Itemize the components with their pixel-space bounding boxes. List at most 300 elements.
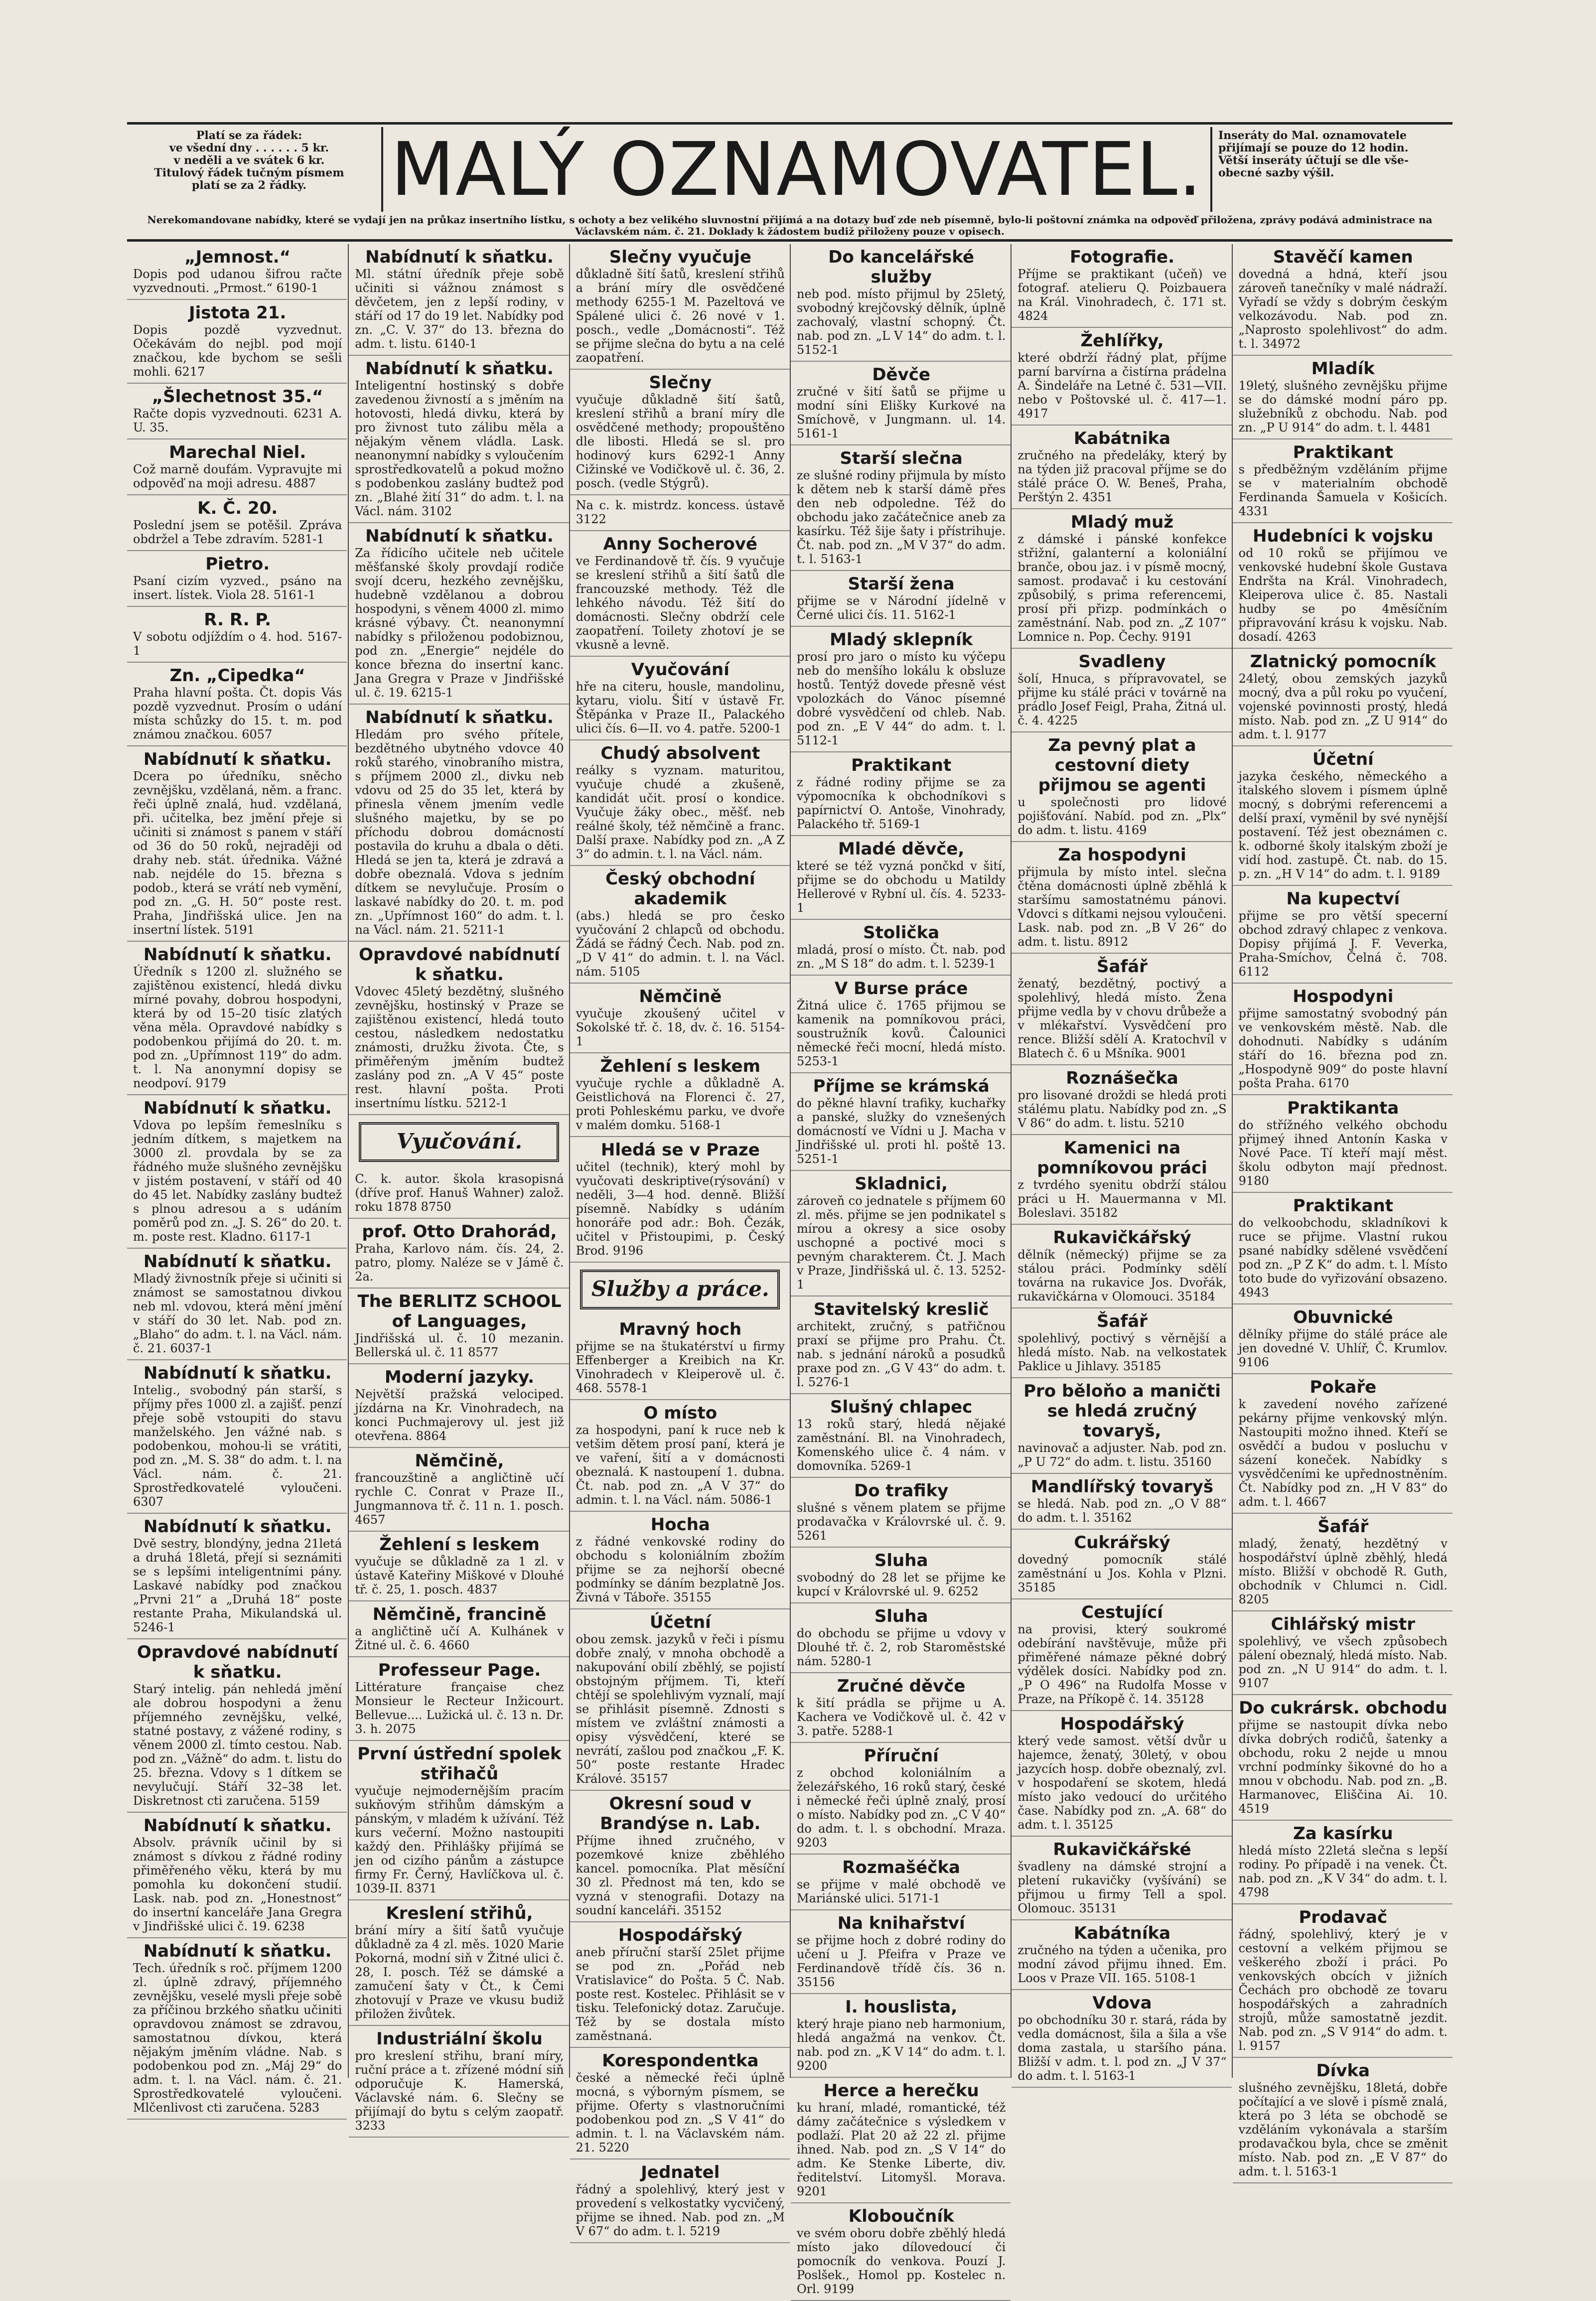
ad-heading: Do cukrársk. obchodu [1239, 1698, 1448, 1718]
classified-ad [1233, 356, 1452, 439]
ad-text: za hospodyni, paní k ruce neb k vetšim dětem prosí paní, která je ve vaření, šití a v domácnosti obeznalá. K nastoupení 1. dubna. Čt. nab. pod zn. „A V 37“ do admin. t. l. na Václ. nám. 5086-1 [576, 1423, 785, 1507]
ad-heading: Kamenici na pomníkovou práci [1037, 1138, 1207, 1178]
ad-text: neb pod. místo přijmul by 25letý, svobodný krejčovský dělník, úplně zachovalý, vlastní schopný. Čt. nab. pod zn. „L V 14“ do adm. t. l. 5152-1 [797, 287, 1006, 357]
ad-text: přijme se nastoupit dívka nebo dívka dobrých rodičů, šatenky a obchodu, roku 2 nejde u mnou vrchní podmínky šikovné do ho a mnou v obchodu. Nab. pod zn. „B. Harmanovec, Eliščina Ai. 10. 4519 [1238, 1718, 1448, 1816]
ad-text: Starý intelig. pán nehledá jmění ale dobrou hospodyni a ženu příjemného zevnějšku, velké, statné postavy, z vážené rodiny, s věnem 2000 zl. tímto cestou. Nab. pod zn. „Vážně“ do adm. t. listu do 25. března. Vdovy s 1 dítkem se nevylučují. Stáří 32–38 let. Diskretnost cti zaručena. 5159 [133, 1682, 342, 1808]
ad-heading: Šafář [1317, 1517, 1369, 1537]
ad-heading: Žehlení s leskem [600, 1056, 761, 1076]
column [790, 244, 1011, 2296]
classified-ad [791, 976, 1011, 1073]
ad-text: jazyka českého, německého a italského slovem i písmem úplně mocný, s dobrými referencemi a delší praxí, vyměnil by své nynější postavení. Též jest obeznámen c. k. odborné školy italským zboží je vidí hod. zastupě. Čt. nab. do 15. p. zn. „H V 14“ do adm. t. l. 9189 [1238, 769, 1448, 881]
classified-ad [1012, 954, 1231, 1065]
ad-text: vyučuje se důkladně za 1 zl. v ústavě Kateřiny Miškové v Dlouhé tř. č. 25, 1. posch. 4837 [355, 1555, 564, 1596]
ad-heading: Vyučování [631, 660, 729, 680]
ad-text: důkladně šití šatů, kreslení střihů a brání míry dle osvědčené methody 6255-1 M. Pazeltová ve Spálené ulici č. 26 nové v 1. posch., vedle „Domácnosti“. Též se přijme slečna do bytu a na celé zaopatření. [576, 267, 785, 365]
ad-text: od 10 roků se přijímou ve venkovské hudební škole Gustava Endršta na Král. Vinohradech, Kleiperova ulice č. 85. Nastali hudby se po 4měsíčním připravování krásu k vojsku. Nab. dosadí. 4263 [1238, 546, 1448, 644]
ad-heading: Nabídnutí k sňatku. [365, 708, 554, 727]
ad-text: V sobotu odjíždím o 4. hod. 5167-1 [133, 630, 342, 658]
classified-ad [1233, 2058, 1452, 2183]
ad-text: Poslední jsem se potěšil. Zpráva obdržel a Tebe zdravím. 5281-1 [133, 518, 342, 546]
insertion-info-box [1218, 130, 1452, 209]
classified-ad [1012, 328, 1231, 426]
ad-text: pro kreslení střihu, braní míry, ruční práce a t. zřízené módní siň odporučuje K. Hamerská, Václavské nám. 6. Slečny se přijímají do bytu s celým zaopatř. 3233 [355, 2049, 564, 2133]
ad-text: řádný, spolehlivý, který je v cestovní a velkém přijmou se veškerého zboží i práci. Po venkovských obcích v jižních Čechách pro obchodě ze tovaru hospodářských a zahradních strojů, může samostatně jezdit. Nab. pod zn. „S V 914“ do adm. t. l. 9157 [1238, 1927, 1448, 2053]
classified-ad [1012, 1599, 1231, 1711]
ad-text: ze slušné rodiny přijmula by místo k dětem neb k starší dámě přes den neb odpoledne. Též do obchodu jako začátečnice aneb za kasírku. Též šije šaty i přístrihuje. Čt. nab. pod zn. „M V 37“ do adm. t. l. 5163-1 [797, 468, 1006, 566]
ad-heading: Professeur Page. [378, 1660, 541, 1680]
ad-heading: Slušný chlapec [830, 1397, 973, 1417]
classified-ad [349, 1532, 569, 1601]
classified-ad [1012, 1990, 1231, 2088]
classified-ad [1012, 244, 1231, 328]
classified-ad [1233, 1193, 1452, 1304]
classified-ad [127, 607, 347, 663]
ad-heading: Nabídnutí k sňatku. [365, 526, 554, 546]
ad-text: přijme se na štukatérství u firmy Effenberger a Kreibich na Kr. Vinohradech v Kleiperově ul. č. 468. 5578-1 [576, 1339, 785, 1395]
ad-text: do střížného velkého obchodu přijmeý ihned Antonín Kaska v Nové Pace. Tí kteří mají měst. školu odbyton mají přednost. 9180 [1238, 1118, 1448, 1188]
ad-heading: Rukavičkářský [1053, 1228, 1191, 1248]
classified-ad [570, 370, 790, 495]
ad-heading: Jednatel [641, 2162, 720, 2182]
ad-text: Příjme ihned zručného, v pozemkové knize zběhlého kancel. pomocníka. Plat měsíční 30 zl. Přednost má ten, kdo se vyzná v stenografii. Dotazy na soudní kanceláři. 35152 [576, 1834, 785, 1917]
ad-text: přijmula by místo intel. slečna čtěna domácnosti úplně zběhlá k staršímu samostatnému pánovi. Vdovci s dítkami nejsou vyloučeni. Lask. nab. pod zn. „B V 26“ do adm. t. listu. 8912 [1017, 865, 1227, 949]
ad-heading: Hospodářský [1060, 1714, 1184, 1734]
ad-text: Littérature française chez Monsieur le Recteur Inžicourt. Bellevue.... Lužická ul. č. 13 n. Dr. 3. h. 2075 [355, 1680, 564, 1736]
ad-text: české a německé řeči úplně mocná, s výborným písmem, se přijme. Oferty s vlastnoručními podobenkou pod zn. „S V 41“ do admin. t. l. na Václavském nám. 21. 5220 [576, 2071, 785, 2155]
ad-text: z dámské i pánské konfekce střižní, galanterní a koloniální branče, obou jaz. i v písmě mocný, samost. prodavač i ku cestování způsobilý, s prima referencemi, prosí při přizp. podmínkách o zaměstnání. Nab. pod zn. „Z 107“ Lomnice n. Pop. Čechy. 9191 [1017, 532, 1227, 644]
ad-heading: Český obchodní akademik [605, 869, 755, 909]
ad-text: se přijme v malé obchodě ve Mariánské ulici. 5171-1 [797, 1877, 1006, 1905]
ad-heading: Jistota 21. [188, 303, 287, 323]
ad-heading: Sluha [874, 1551, 928, 1571]
ad-heading: Nabídnutí k sňatku. [143, 1252, 332, 1272]
ad-heading: Dívka [1316, 2061, 1370, 2081]
ad-heading: Němčině [639, 987, 722, 1007]
ad-text: řádný a spolehlivý, který jest v provedení s velkostatky vycvičený, přijme se ihned. Nab. pod zn. „M V 67“ do adm. t. l. 5219 [576, 2182, 785, 2238]
title-box [381, 127, 1212, 212]
classified-ad [1012, 426, 1231, 509]
ad-text: Hledám pro svého přítele, bezdětného ubytného vdovce 40 roků starého, vinobraního mistra, s příjmem 2000 zl., divku neb vdovu od 25 do 35 let, která by přinesla věnem jmením vedle slušného majetku, by se po příchodu dobrou domácností postavila do kruhu a dbala o děti. Hledá se jen ta, která je zdravá a dobře obeznalá. Vdova s jedním dítkem se nevylučuje. Prosím o laskavé nabídky do 20. t. m. pod zn. „Upřímnost 160“ do adm. t. l. na Václ. nám. 21. 5211-1 [355, 727, 564, 937]
ad-heading: Hudebníci k vojsku [1253, 526, 1434, 546]
ad-heading: Nabídnutí k sňatku. [143, 1098, 332, 1118]
ad-text: učitel (technik), který mohl by vyučovati deskriptive(rýsování) v neděli, 3—4 hod. denně. Bližší písemně. Nabídky s udáním honoráře pod adr.: Boh. Čezák, učitel v Přistoupimi, p. Český Brod. 9196 [576, 1160, 785, 1258]
classified-ad [791, 362, 1011, 445]
ad-text: dělník (německý) přijme se za stálou práci. Podmínky sdělí továrna na rukavice Jos. Dvořák, rukavičkárna v Olomouci. 35184 [1017, 1248, 1227, 1303]
ad-heading: Mladík [1311, 359, 1375, 379]
ad-heading: Praktikant [1293, 442, 1393, 462]
ad-text: Největší pražská velociped. jízdárna na Kr. Vinohradech, na konci Puchmajerovy ul. jest již otevřena. 8864 [355, 1387, 564, 1443]
classified-ad [570, 1922, 790, 2048]
classified-ad [570, 531, 790, 657]
ad-text: architekt, zručný, s patřičnou praxí se přijme pro Prahu. Čt. nab. s jednání nároků a posudků praxe pod zn. „G V 43“ do adm. t. l. 5276-1 [797, 1319, 1006, 1389]
ad-text: Mladý živnostník přeje si učiniti si známost se samostatnou divkou neb ml. vdovou, která mění jmění v stáří do 30 let. Nab. pod zn. „Blaho“ do adm. t. l. na Václ. nám. č. 21. 6037-1 [133, 1272, 342, 1355]
ad-heading: Opravdové nabídnutí k sňatku. [137, 1642, 338, 1682]
ad-heading: Za pevný plat a cestovní diety přijmou se agenti [1038, 735, 1206, 795]
ad-heading: O místo [643, 1403, 718, 1423]
ad-text: Což marně doufám. Vypravujte mi odpověď na moji adresu. 4887 [133, 462, 342, 490]
classified-ad [791, 1394, 1011, 1478]
classified-ad [791, 1673, 1011, 1743]
ad-text: ve svém oboru dobře zběhlý hledá místo jako dílovedoucí či pomocník do venkova. Pouzí J. Poslšek., Homol pp. Kostelec n. Orl. 9199 [797, 2226, 1006, 2296]
ad-text: hře na citeru, housle, mandolinu, kytaru, violu. Šití v ústavě Fr. Štěpánka v Praze II., Palackého ulici čís. 6—II. vo 4. patře. 5200-1 [576, 680, 785, 735]
classified-ad [127, 942, 347, 1095]
ad-heading: Marechal Niel. [169, 442, 306, 462]
ad-text: se přijme hoch z dobré rodiny do učení u J. Pfeifra v Praze ve Ferdinandově třídě čís. 36 n. 35156 [797, 1933, 1006, 1989]
ad-text: Psaní cizím vyzved., psáno na insert. lístek. Viola 28. 5161-1 [133, 574, 342, 602]
ad-text: ve Ferdinandově tř. čís. 9 vyučuje se kreslení střihů a šití šatů dle francouzské methody. Též dle lehkého návodu. Též šití do domácnosti. Slečny obdrží cele zaopatření. Toilety zhotoví je se vkusně a levně. [576, 554, 785, 652]
ad-heading: Nabídnutí k sňatku. [143, 1517, 332, 1537]
ad-text: dělníky přijme do stálé práce ale jen dovedné V. Uhlíř, Č. Krumlov. 9106 [1238, 1327, 1448, 1369]
masthead [127, 122, 1452, 242]
classified-ad [791, 836, 1011, 920]
classified-ad [127, 1360, 347, 1514]
ad-heading: Stolička [863, 923, 940, 943]
ad-heading: Do kancelářské služby [828, 247, 975, 287]
ad-heading: Nabídnutí k sňatku. [365, 359, 554, 379]
classified-ad [570, 244, 790, 370]
classified-ad [791, 1603, 1011, 1673]
classified-ad [570, 1316, 790, 1400]
ad-text: Absolv. právník učinil by si známost s dívkou z řádné rodiny přiměřeného věku, která by mu pomohla ku dokončení studií. Lask. nab. pod zn. „Honestnost“ do insertní kanceláře Jana Gregra v Jindřišské ulici č. 19. 6238 [133, 1836, 342, 1933]
classified-ad [349, 1657, 569, 1741]
ad-text: reálky s vyznam. maturitou, vyučuje chudé a zkušeně, kandidát učit. prosí o kondice. Vyučuje žáky obec., měšť. neb reálné školy, též němčině a franc. Další praxe. Nabídky pod zn. „A Z 3“ do admin. t. l. na Václ. nám. [576, 763, 785, 861]
classified-ad [1233, 1821, 1452, 1904]
classified-ad [791, 1910, 1011, 1994]
classified-ad [1233, 439, 1452, 523]
ad-text: C. k. autor. škola krasopisná (dříve prof. Hanuš Wahner) založ. roku 1878 8750 [355, 1172, 564, 1214]
ad-text: spolehlivý, poctivý s věrnější a hledá místo. Nab. na velkostatek Paklice u Jihlavy. 35185 [1017, 1331, 1227, 1373]
classified-ad [349, 1364, 569, 1448]
ad-text: 24letý, obou zemských jazyků mocný, dva a půl roku po vyučení, vojenské povinnosti prostý, hledá místo. Nab. pod zn. „Z U 914“ do adm. t. l. 9177 [1238, 672, 1448, 741]
ad-heading: Starší žena [848, 574, 955, 594]
classified-ad [1233, 1514, 1452, 1611]
ad-heading: Hocha [650, 1515, 710, 1535]
ad-columns [127, 244, 1452, 2296]
ad-heading: Korespondentka [602, 2051, 759, 2071]
ad-heading: Moderní jazyky. [384, 1367, 535, 1387]
ad-heading: Šafář [1097, 957, 1148, 977]
ad-text: slušné s věnem platem se přijme prodavačka v Královrské ul. č. 9. 5261 [797, 1501, 1006, 1543]
classified-ad [791, 571, 1011, 627]
classified-ad [570, 2048, 790, 2159]
classified-ad [349, 1169, 569, 1219]
ad-heading: prof. Otto Drahorád, [362, 1222, 557, 1242]
classified-ad [127, 1514, 347, 1639]
ad-heading: Hospodářský [618, 1925, 742, 1945]
ad-text: ženatý, bezdětný, poctivý a spolehlivý, hledá místo. Žena přijme vedla by v chovu drůbeže a v mlékařství. Vysvědčení pro rence. Bližší sdělí A. Kratochvíl v Blatech č. 6 u Mšníka. 9001 [1017, 977, 1227, 1060]
classified-ad [1233, 886, 1452, 984]
classified-ad [1233, 1904, 1452, 2058]
ad-text: hledá místo 22letá slečna s lepší rodiny. Po případě i na venek. Čt. nab. pod zn. „K V 34“ do adm. t. l. 4798 [1238, 1844, 1448, 1899]
classified-ad [349, 2026, 569, 2138]
price-line: v neděli a ve svátek 6 kr. [173, 154, 325, 167]
ad-text: z řádné venkovské rodiny do obchodu s koloniálním zbožím přijme se za nejhorší obecné podmínky se dáním bezplatně Jos. Živná v Táboře. 35155 [576, 1535, 785, 1604]
ad-text: z řádné rodiny přijme se za výpomocníka k obchodníkovi s papírnictví O. Antoše, Vinohrady, Palackého tř. 5169-1 [797, 775, 1006, 831]
section-banner: Vyučování. [359, 1122, 559, 1162]
classified-ad [127, 1813, 347, 1938]
ad-heading: Nabídnutí k sňatku. [143, 945, 332, 965]
classified-ad [127, 1249, 347, 1360]
ad-heading: Mladý sklepník [830, 630, 973, 650]
ad-text: se hledá. Nab. pod zn. „O V 88“ do adm. t. l. 35162 [1017, 1497, 1227, 1525]
classified-ad [127, 439, 347, 495]
classified-ad [1233, 649, 1452, 746]
classified-ad [349, 1289, 569, 1364]
ad-heading: Hospodyni [1293, 987, 1394, 1007]
ad-text: (abs.) hledá se pro česko vyučování 2 chlapců od obchodu. Žádá se řádný Čech. Nab. pod zn. „D V 41“ do admin. t. l. na Václ. nám. 5105 [576, 909, 785, 979]
ad-text: zručného na týden a učenika, pro modní závod přijmu ihned. Em. Loos v Praze VII. 165. 5108-1 [1017, 1943, 1227, 1985]
ad-text: do pěkné hlavní trafiky, kuchařky a panské, služky do vznešených domácností ve Vídni u J. Macha v Jindřišské ul. proti hl. poště 13. 5251-1 [797, 1096, 1006, 1166]
ad-text: Inteligentní hostinský s dobře zavedenou živností a s jměním na hotovosti, hledá divku, která by pro živnost tuto zálibu měla a nějakým věnem vládla. Lask. neanonymní nabídky s vyloučením sprostředkovatelů a pokud možno s podobenkou zaslány budtež pod zn. „Blahé žití 31“ do adm. t. l. na Václ. nám. 3102 [355, 379, 564, 518]
column [348, 244, 569, 2133]
insertion-line: Inseráty do Mal. oznamovatele [1218, 129, 1407, 142]
classified-ad [791, 1855, 1011, 1910]
insertion-line: obecné sazby výšil. [1218, 166, 1334, 179]
classified-ad [349, 705, 569, 942]
ad-text: vyučuje nejmodernějším pracím sukňovým střihům dámským a pánským, v mladém k užívání. Též kurs večerní. Možno nastoupiti každý den. Přihlášky přijímá se jen od cizího pánům a zástupce firmy Fr. Černý, Havlíčkova ul. č. 1039-II. 8371 [355, 1784, 564, 1895]
classified-ad [570, 657, 790, 740]
ad-heading: Na kupectví [1286, 889, 1400, 909]
ad-heading: The BERLITZ SCHOOL of Languages, [357, 1292, 562, 1331]
ad-text: Žitná ulice č. 1765 přijmou se kamenik na pomníkovou práci, soustružník kovů. Čalounici německé řeči mocní, hledá místo. 5253-1 [797, 999, 1006, 1068]
classified-ad [1233, 1695, 1452, 1821]
ad-heading: „Jemnost.“ [184, 247, 291, 267]
classified-ad [349, 1900, 569, 2026]
ad-text: vyučuje rychle a důkladně A. Geistlichová na Florenci č. 27, proti Pohleskému parku, ve dvoře v malém domku. 5168-1 [576, 1076, 785, 1132]
classified-ad [1012, 1920, 1231, 1990]
classified-ad [1012, 1378, 1231, 1474]
classified-ad [791, 1548, 1011, 1603]
ad-text: do velkoobchodu, skladníkovi k ruce se přijme. Vlastní rukou psané nabídky sdělené vsvědčení pod zn. „P Z K“ do adm. t. l. Místo toto bude do vyřizování obsazeno. 4943 [1238, 1216, 1448, 1299]
ad-heading: Za hospodyni [1058, 845, 1186, 865]
classified-ad [1012, 1530, 1231, 1599]
classified-ad [1233, 1374, 1452, 1514]
ad-heading: Němčině, francině [372, 1604, 547, 1624]
ad-text: Úředník s 1200 zl. služného se zajištěnou existencí, hledá divku mírné povahy, dobrou hospodyni, která by od 15–20 tisíc zlatých věna měla. Opravdové nabídky s podobenkou přijímá do 20. t. m. pod zn. „Upřímnost 119“ do adm. t. l. Na anonymní dopisy se neodpoví. 9179 [133, 965, 342, 1090]
classified-ad [1012, 1837, 1231, 1920]
insertion-line: přijímají se pouze do 12 hodin. [1218, 142, 1409, 154]
classified-ad [1233, 244, 1452, 356]
classified-ad [127, 746, 347, 942]
ad-heading: Žehlířky, [1080, 331, 1164, 351]
ad-heading: Nabídnutí k sňatku. [143, 749, 332, 769]
ad-text: šolí, Hnuca, s přípravovatel, se přijme ku stálé práci v továrně na prádlo Josef Feigl, Praha, Žitná ul. č. 4. 4225 [1017, 672, 1227, 727]
header-note: Nerekomandovane nabídky, které se vydají jen na průkaz insertního lístku, s ochoty a bez velikého sluvnostní přijímá a na dotazy buď zde neb písemně, bylo-li poštovní známka na odpověď přiložena, zprávy podává administrace na Václavském nám. č. 21. Doklady k žádostem budiž přiloženy pouze v opisech. [147, 214, 1433, 237]
classified-ad [570, 740, 790, 866]
ad-text: 13 roků starý, hledá nějaké zaměstnání. Bl. na Vinohradech, Komenského ulice č. 4 nám. v domovníka. 5269-1 [797, 1417, 1006, 1473]
classified-ad [791, 1073, 1011, 1171]
classified-ad [1012, 649, 1231, 732]
classified-ad [127, 300, 347, 384]
ad-heading: Pro běloňo a maničti se hledá zručný tovaryš, [1023, 1381, 1221, 1441]
ad-heading: Účetní [649, 1612, 711, 1632]
ad-heading: Šafář [1097, 1311, 1148, 1331]
ad-text: který hraje piano neb harmonium, hledá angažmá na venkov. Čt. nab. pod zn. „K V 14“ do adm. t. l. 9200 [797, 2017, 1006, 2073]
classified-ad [791, 1171, 1011, 1296]
classified-ad [570, 1512, 790, 1609]
ad-heading: Rukavičkářské [1053, 1840, 1191, 1860]
ad-heading: Rozmašéčka [842, 1858, 961, 1877]
ad-heading: Zn. „Cipedka“ [169, 666, 305, 686]
ad-text: švadleny na dámské strojní a pletení rukavičky (vyšívání) se přijmou u firmy Tell a spol. Olomouc. 35131 [1017, 1860, 1227, 1915]
ad-heading: Cukrářský [1074, 1533, 1170, 1553]
ad-heading: Zlatnický pomocník [1250, 652, 1436, 672]
ad-heading: Industriální školu [376, 2029, 543, 2049]
classified-ad [127, 663, 347, 746]
ad-text: ku hraní, mladé, romantické, též dámy začátečnice s výsledkem v podlaží. Plat 20 až 22 zl. přijme ihned. Nab. pod zn. „S V 14“ do adm. Ke Stenke Liberte, div. ředitelství. Litomyšl. Morava. 9201 [797, 2101, 1006, 2198]
price-line: platí se za 2 řádky. [192, 179, 306, 192]
classified-ad [791, 445, 1011, 571]
classified-ad [127, 244, 347, 300]
ad-text: k šití prádla se přijme u A. Kachera ve Vodičkově ul. č. 42 v 3. patře. 5288-1 [797, 1696, 1006, 1738]
ad-text: navinovač a adjuster. Nab. pod zn. „P U 72“ do adm. t. listu. 35160 [1017, 1441, 1227, 1469]
column [1232, 244, 1452, 2178]
ad-text: brání míry a šití šatů vyučuje důkladně za 4 zl. měs. 1020 Marie Pokorná, modní siň v Žitné ulici č. 28, I. posch. Též se dámské a zamučení šaty v Čt., k Čemi zhotovují v Praze ve vkusu budiž přiložen živůtek. [355, 1923, 564, 2021]
ad-text: které obdrží řádný plat, příjme parní barvírna a čistírna prádelna A. Šindeláře na Letné č. 531—VII. nebo v Poštovské ul. č. 417—1. 4917 [1017, 351, 1227, 421]
classified-ad [570, 1400, 790, 1512]
classified-ad [1012, 1225, 1231, 1308]
classified-ad [791, 2078, 1011, 2203]
classified-ad [1012, 1474, 1231, 1530]
classified-ad [127, 384, 347, 439]
ad-heading: Praktikant [1293, 1196, 1393, 1216]
column [127, 244, 347, 2115]
price-line: ve všední dny . . . . . . 5 kr. [169, 142, 329, 154]
ad-text: s předběžným vzděláním přijme se v materialním obchodě Ferdinanda Šamuela v Košicích. 4331 [1238, 462, 1448, 518]
ad-heading: Stavitelský kreslič [813, 1299, 989, 1319]
ad-heading: Starší slečna [840, 448, 963, 468]
classified-ad [127, 1095, 347, 1249]
classified-ad [349, 1741, 569, 1900]
ad-heading: Vdova [1092, 1993, 1152, 2013]
ad-text: Dvě sestry, blondýny, jedna 21letá a druhá 18letá, přejí si seznámiti se s lepšími inteligentními pány. Laskavé nabídky pod značkou „Prvni 21“ a „Druhá 18“ poste restante Praha, Mikulandská ul. 5246-1 [133, 1537, 342, 1634]
ad-text: obou zemsk. jazyků v řeči i písmu dobře znalý, v mnoha obchodě a nakupování obilí zběhlý, se pojistí obstojným příjmem. Ti, kteří chtějí se spolehlivým vyznalí, mají se přihlásit písemně. Zdnosti s místem ve zvláštní známosti a opisy výsvědčení, které se nevrátí, zašlou pod značkou „F. K. 50“ poste restante Hradec Králové. 35157 [576, 1632, 785, 1786]
ad-text: francouzštině a angličtině učí rychle C. Conrat v Praze II., Jungmannova tř. č. 11 n. 1. posch. 4657 [355, 1471, 564, 1527]
classified-ad [791, 627, 1011, 752]
ad-text: přijme se pro větší specerní obchod zdravý chlapec z venkova. Dopisy přijímá J. F. Veverka, Praha-Smíchov, Čelná č. 708. 6112 [1238, 909, 1448, 979]
classified-ad [791, 244, 1011, 362]
classified-ad [570, 1609, 790, 1791]
ad-heading: Mandlířský tovaryš [1030, 1477, 1214, 1497]
ad-heading: Pokaře [1309, 1377, 1377, 1397]
ad-heading: Cestující [1081, 1602, 1163, 1622]
ad-text: Praha, Karlovo nám. čís. 24, 2. patro, plomy. Naléze se v Jámě č. 2a. [355, 1242, 564, 1284]
classified-ad [127, 551, 347, 607]
classified-ad [127, 1938, 347, 2120]
ad-text: spolehlivý, ve všech způsobech pálení obeznalý, hledá místo. Nab. pod zn. „N U 914“ do adm. t. l. 9107 [1238, 1634, 1448, 1690]
ad-text: zručné v šití šatů se přijme u modní síni Elišky Kurkové na Smíchově, v Jungmann. ul. 14. 5161-1 [797, 385, 1006, 440]
ad-text: po obchodníku 30 r. stará, ráda by vedla domácnost, šila a šila a vše doma zastala, u staršího pána. Bližší v adm. t. l. pod zn. „J V 37“ do adm. t. l. 5163-1 [1017, 2013, 1227, 2083]
ad-text: u společnosti pro lidové pojišťování. Nabíd. pod zn. „Plx“ do adm. t. listu. 4169 [1017, 795, 1227, 837]
ad-heading: Žehlení s leskem [379, 1535, 540, 1555]
classified-ad [1233, 1095, 1452, 1193]
classified-ad [791, 1743, 1011, 1855]
ad-text: Vdova po lepším řemeslníku s jedním dítkem, s majetkem na 3000 zl. provdala by se za řádného muže slušného zevnějšku v jistém postavení, v stáří od 40 do 45 let. Nabídky zaslány budtež s plnou adresou a s udáním poměrů pod zn. „J. S. 26“ do 20. t. m. poste rest. Kladno. 6117-1 [133, 1118, 342, 1244]
ad-text: svobodný do 28 let se přijme ke kupcí v Královrské ul. 9. 6252 [797, 1571, 1006, 1598]
ad-text: Za řídicího učitele neb učitele měšťanské školy provdají rodiče svojí dceru, hezkého zevnějšku, hudebně vzdělanou a dobrou hospodyni, s věnem 4000 zl. mimo krásné výbavy. Čt. neanonymní nabídky s přiloženou podobiznou, pod zn. „Energie“ nejdéle do konce března do insertní kanc. Jana Gregra v Praze v Jindřišské ul. č. 19. 6215-1 [355, 546, 564, 700]
price-line: Platí se za řádek: [196, 129, 302, 142]
ad-heading: Mladý muž [1070, 512, 1174, 532]
classified-ad [127, 1639, 347, 1813]
classified-ad [1012, 1135, 1231, 1225]
classified-ad [1233, 746, 1452, 886]
ad-text: Jindřišská ul. č. 10 mezanin. Bellerská ul. č. 11 8577 [355, 1331, 564, 1359]
ad-heading: Hledá se v Praze [600, 1140, 760, 1160]
ad-text: přijme se v Národní jídelně v Černé ulici čís. 11. 5162-1 [797, 594, 1006, 622]
classified-ad [349, 523, 569, 705]
ad-text: Dopis pod udanou šifrou račte vyzvednouti. „Prmost.“ 6190-1 [133, 267, 342, 295]
classified-ad [570, 1137, 790, 1263]
classified-ad [1233, 1611, 1452, 1695]
classified-ad [570, 2159, 790, 2243]
classified-ad [349, 1219, 569, 1289]
classified-ad [791, 1994, 1011, 2078]
ad-text: dovedná a hdná, kteří jsou zároveň tanečníky v malé nádraží. Vyřadí se vždy s dobrým českým velkozávodu. Nab. pod zn. „Naprosto spolehlivost“ do adm. t. l. 34972 [1238, 267, 1448, 351]
ad-heading: V Burse práce [834, 979, 968, 999]
column [1011, 244, 1231, 2083]
ad-heading: První ústřední spolek střihačů [357, 1744, 562, 1784]
ad-heading: Skladnici, [855, 1174, 948, 1194]
ad-text: Tech. úředník s roč. příjmem 1200 zl. úplně zdravý, příjemného zevnějšku, veselé mysli přeje sobě za příčinou brzkého sňatku učiniti opravdovou známost se zdravou, samostatnou dívkou, která nějakým jměním vládne. Nab. s podobenkou pod zn. „Máj 29“ do adm. t. l. na Václ. nám. č. 21. Sprostředkovatelé vyloučeni. Mlčenlivost cti zaručena. 5283 [133, 1961, 342, 2115]
ad-text: k zavedení nového zařízené pekárny přijme venkovský mlýn. Nastoupiti možno ihned. Kteří se osvědčí a budou v posluchu v sázení koneček. Nabídky s vysvědčeními ke upřednostněním. Čt. Nabídky pod zn. „H V 83“ do adm. t. l. 4667 [1238, 1397, 1448, 1509]
ad-text: prosí pro jaro o místo ku výčepu neb do menšího lokálu k obsluze hostů. Tentýž dovede přesně vést vpolozkách do Vánoc písemné dobré vysvědčení od chleb. Nab. pod zn. „E V 44“ do adm. t. l. 5112-1 [797, 650, 1006, 747]
ad-text: dovedný pomocník stálé zaměstnání u Jos. Kohla v Plzni. 35185 [1017, 1553, 1227, 1594]
ad-text: z tvrdého syenitu obdrží stálou práci u H. Mauermanna v Ml. Boleslavi. 35182 [1017, 1178, 1227, 1220]
section-banner: Služby a práce. [580, 1270, 780, 1309]
ad-text: které se též vyzná pončkd v šití, přijme se do obchodu u Matildy Hellerové v Rybní ul. čís. 4. 5233-1 [797, 859, 1006, 915]
ad-heading: Nabídnutí k sňatku. [365, 247, 554, 267]
classified-ad [791, 920, 1011, 976]
ad-heading: Mladé děvče, [838, 839, 965, 859]
ad-heading: Němčině, [415, 1451, 504, 1471]
ad-text: z obchod koloniálním a železářského, 16 roků starý, české i německé řeči úplně znalý, prosí o místo. Nabídky pod zn. „C V 40“ do adm. t. l. s obchodní. Mraza. 9203 [797, 1766, 1006, 1850]
ad-text: slušného zevnějšku, 18letá, dobře počítající a ve slově i písmě znalá, která po 3 léta se obchodě se vzděláním vykonávala a starším prodavačkou byla, chce se změnit místo. Nab. pod zn. „E V 87“ do adm. t. l. 5163-1 [1238, 2081, 1448, 2178]
classified-ad [349, 1601, 569, 1657]
ad-heading: Pietro. [205, 554, 270, 574]
ad-text: mladá, prosí o místo. Čt. nab. pod zn. „M S 18“ do adm. t. l. 5239-1 [797, 943, 1006, 971]
ad-heading: K. Č. 20. [197, 498, 278, 518]
ad-text: Ml. státní úředník přeje sobě učiniti si vážnou známost s děvčetem, jen z lepší rodiny, v stáří od 17 do 19 let. Nabídky pod zn. „C. V. 37“ do 13. března do adm. t. listu. 6140-1 [355, 267, 564, 351]
classified-ad [1012, 509, 1231, 649]
ad-heading: Herce a herečku [823, 2081, 979, 2101]
ad-heading: Mravný hoch [619, 1319, 742, 1339]
ad-heading: Děvče [872, 365, 930, 385]
ad-heading: Praktikanta [1287, 1098, 1399, 1118]
classified-ad [349, 244, 569, 356]
ad-heading: Slečny [649, 373, 712, 393]
ad-text: pro lisované droždi se hledá proti stálému platu. Nabídky pod zn. „S V 86“ do adm. t. listu. 5210 [1017, 1088, 1227, 1130]
classified-ad [570, 1053, 790, 1137]
ad-text: do obchodu se přijme u vdovy v Dlouhé tř. č. 2, rob Staroměstské nám. 5280-1 [797, 1626, 1006, 1668]
ad-text: přijme samostatný svobodný pán ve venkovském městě. Nab. dle dohodnuti. Nabídky s udáním stáří do 16. března pod zn. „Hospodyně 909“ do poste hlavní pošta Praha. 6170 [1238, 1007, 1448, 1090]
ad-heading: Fotografie. [1069, 247, 1175, 267]
ad-heading: „Šlechetnost 35.“ [151, 387, 323, 407]
classified-ad [1012, 732, 1231, 842]
ad-text: Příjme se praktikant (učeň) ve fotograf. atelieru Q. Poizbauera na Král. Vinohradech, č. 171 st. 4824 [1017, 267, 1227, 323]
ad-text: Vdovec 45letý bezdětný, slušného zevnějšku, hostinský v Praze se zajištěnou existencí, hledá touto cestou, následkem nedostatku známosti, družku života. Čte, s přiměřeným jměním budtež zaslány pod zn. „A V 45“ poste rest. hlavní pošta. Proti insertnímu lístku. 5212-1 [355, 985, 564, 1110]
ad-heading: Kabátnika [1073, 429, 1171, 448]
ad-heading: Příjme se krámská [813, 1076, 990, 1096]
ad-heading: Zručné děvče [837, 1676, 966, 1696]
classified-ad [349, 942, 569, 1115]
classified-ad [1012, 1065, 1231, 1135]
classified-ad [791, 2203, 1011, 2301]
ad-heading: Kabátníka [1073, 1923, 1171, 1943]
ad-text: Dcera po úředníku, sněcho zevnějšku, vzdělaná, něm. a franc. řeči úplně znalá, hud. vzdělaná, při. učitelka, bez jmění přeje si učiniti si známost s panem v stáří od 36 do 50 roků, nejraději od drahy neb. stát. úřednika. Vážné nab. nejdéle do 15. března s podob., která se vrátí neb vymění, pod zn. „G. H. 50“ poste rest. Praha, Jindřišská ulice. Jen na insertní lístek. 5191 [133, 769, 342, 937]
classified-ad [791, 1478, 1011, 1548]
ad-heading: Kloboučník [848, 2206, 954, 2226]
classified-ad [570, 984, 790, 1053]
